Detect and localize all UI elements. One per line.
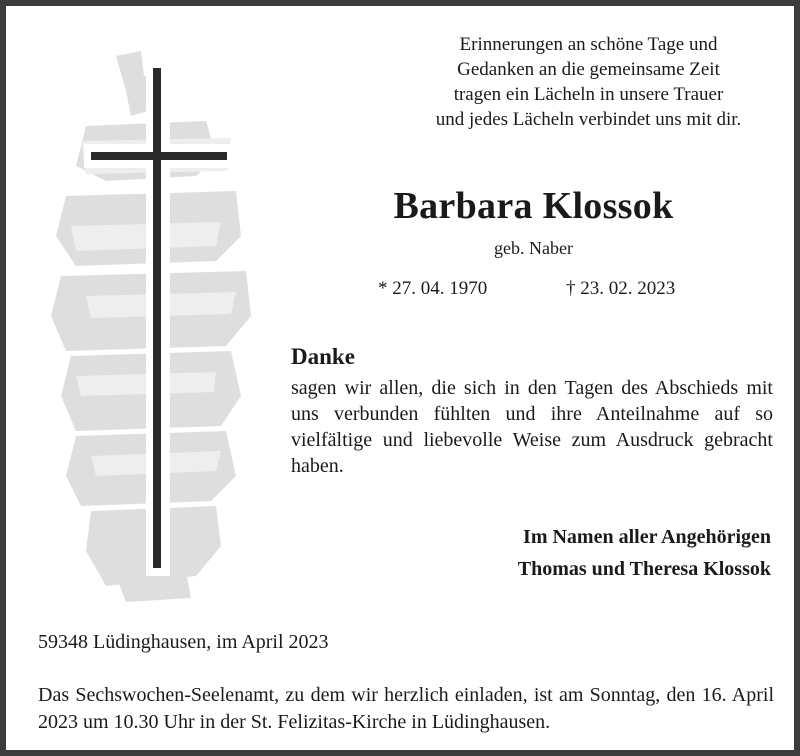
deceased-name: Barbara Klossok bbox=[393, 185, 674, 227]
poem-line: Gedanken an die gemeinsame Zeit bbox=[457, 59, 720, 80]
poem bbox=[411, 32, 766, 132]
thanks-text: sagen wir allen, die sich in den Tagen des Abschieds mit uns verbunden fühlten und ihre Anteilnahme auf so vielfältige und liebevolle Weise zum Ausdruck gebracht haben. bbox=[291, 377, 773, 477]
poem-line: tragen ein Lächeln in unsere Trauer bbox=[453, 84, 724, 105]
maiden-name: geb. Naber bbox=[494, 238, 573, 258]
cross-icon bbox=[46, 46, 256, 606]
signature-line-1: Im Namen aller Angehörigen bbox=[523, 526, 771, 548]
place-date: 59348 Lüdinghausen, im April 2023 bbox=[38, 631, 329, 653]
poem-line: Erinnerungen an schöne Tage und bbox=[459, 34, 718, 55]
poem-line: und jedes Lächeln verbindet uns mit dir. bbox=[435, 109, 742, 130]
birth-date: * 27. 04. 1970 bbox=[378, 278, 488, 299]
death-date: † 23. 02. 2023 bbox=[566, 278, 676, 299]
thanks-title: Danke bbox=[291, 344, 355, 369]
signature-line-2: Thomas und Theresa Klossok bbox=[517, 558, 771, 580]
service-notice: Das Sechswochen-Seelenamt, zu dem wir herzlich einladen, ist am Sonntag, den 16. April 2023 um 10.30 Uhr in der St. Felizitas-Kirche in Lüdinghausen. bbox=[38, 684, 774, 733]
